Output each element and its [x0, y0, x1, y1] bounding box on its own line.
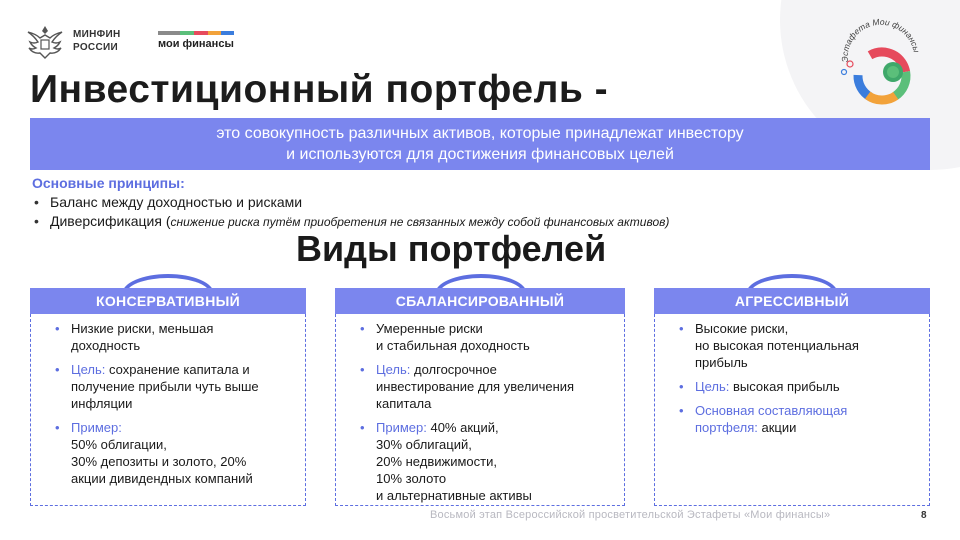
- example-text: акции дивидендных компаний: [71, 471, 253, 486]
- principle-note: снижение риска путём приобретения не связанных между собой финансовых активов): [170, 215, 670, 229]
- goal-label: Цель:: [71, 362, 106, 377]
- example-text: 30% депозиты и золото, 20%: [71, 454, 247, 469]
- section-title: Виды портфелей: [296, 228, 607, 269]
- component-label: портфеля:: [695, 420, 758, 435]
- principles-list: [32, 193, 669, 232]
- page-title: Инвестиционный портфель -: [30, 68, 609, 111]
- goal-label: Цель:: [695, 379, 730, 394]
- minfin-line2: РОССИИ: [73, 42, 118, 53]
- example-text: 10% золото: [376, 471, 447, 486]
- risk-text: доходность: [71, 338, 141, 353]
- example-text: 20% недвижимости,: [376, 454, 497, 469]
- example-text: 40% акций,: [426, 420, 499, 435]
- risk-text: • Высокие риски,: [695, 321, 789, 336]
- list-item: [356, 361, 616, 412]
- card-title: СБАЛАНСИРОВАННЫЙ: [335, 288, 625, 314]
- example-text: 30% облигаций,: [376, 437, 472, 452]
- goal-label: Цель:: [376, 362, 411, 377]
- footer-text: Восьмой этап Всероссийской просветительской Эстафеты «Мои финансы»: [430, 509, 831, 521]
- goal-text: высокая прибыль: [729, 379, 840, 394]
- relay-logo-icon: [826, 14, 936, 110]
- goal-text: капитала: [376, 396, 432, 411]
- risk-text: • Низкие риски, меньшая: [71, 321, 214, 336]
- example-label: Пример:: [376, 420, 427, 435]
- component-label: • Основная составляющая: [695, 403, 848, 418]
- card-title: АГРЕССИВНЫЙ: [654, 288, 930, 314]
- list-item: [356, 419, 616, 504]
- definition-line1: это совокупность различных активов, которые принадлежат инвестору: [216, 125, 744, 142]
- principles-block: [32, 174, 669, 232]
- goal-text: инвестирование для увеличения: [376, 379, 575, 394]
- page-number: 8: [921, 510, 927, 521]
- card-body: [335, 314, 625, 506]
- list-item: [51, 419, 297, 487]
- coat-of-arms-icon: [24, 22, 66, 60]
- card-title: КОНСЕРВАТИВНЫЙ: [30, 288, 306, 314]
- list-item: [32, 193, 669, 212]
- principles-title: Основные принципы:: [32, 175, 185, 191]
- risk-text: и стабильная доходность: [376, 338, 530, 353]
- list-item: [675, 378, 921, 395]
- definition-line2: и используются для достижения финансовых целей: [286, 146, 674, 163]
- list-item: [675, 320, 921, 371]
- card-body: [654, 314, 930, 506]
- example-text: и альтернативные активы: [376, 488, 532, 503]
- moi-finansy-logo: мои финансы: [158, 38, 234, 50]
- principle-text: Диверсификация (: [50, 213, 171, 229]
- moi-finansy-color-bar: [158, 31, 234, 35]
- goal-text: инфляции: [71, 396, 133, 411]
- example-label: • Пример:: [71, 420, 122, 435]
- list-item: [51, 320, 297, 354]
- list-item: [675, 402, 921, 436]
- goal-text: сохранение капитала и: [105, 362, 250, 377]
- minfin-line1: МИНФИН: [73, 29, 121, 40]
- risk-text: но высокая потенциальная: [695, 338, 859, 353]
- risk-text: • Умеренные риски: [376, 321, 483, 336]
- list-item: [356, 320, 616, 354]
- goal-text: получение прибыли чуть выше: [71, 379, 259, 394]
- component-value: акции: [757, 420, 797, 435]
- card-body: [30, 314, 306, 506]
- example-text: 50% облигации,: [71, 437, 167, 452]
- minfin-logo-text: [73, 28, 120, 54]
- relay-logo-text: Эстафета Мои финансы: [839, 16, 922, 63]
- principle-text: Баланс между доходностью и рисками: [50, 194, 303, 210]
- definition-banner: [30, 118, 930, 170]
- goal-text: долгосрочное: [410, 362, 497, 377]
- list-item: [51, 361, 297, 412]
- risk-text: прибыль: [695, 355, 748, 370]
